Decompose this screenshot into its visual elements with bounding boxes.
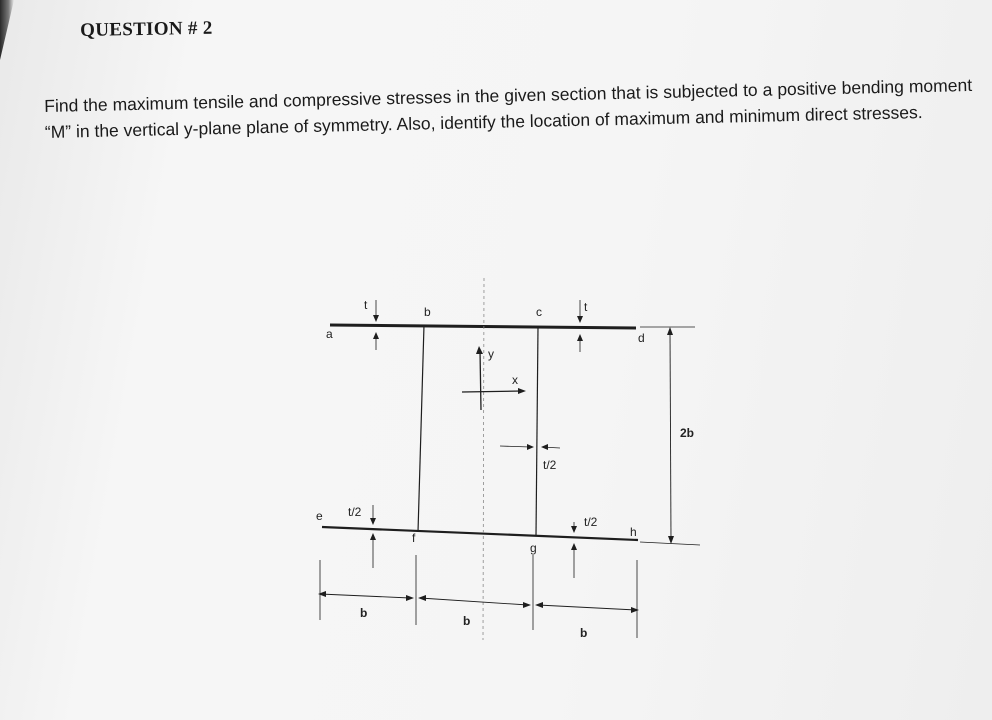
label-d: d bbox=[638, 331, 645, 345]
ext-line-bottom bbox=[640, 542, 700, 545]
t2-right-arrow-up bbox=[571, 543, 577, 550]
label-c: c bbox=[536, 305, 542, 319]
label-h: h bbox=[630, 525, 637, 539]
dim-2b-arrow-down bbox=[668, 536, 674, 544]
x-axis-line bbox=[462, 391, 522, 392]
t-left-arrow-down bbox=[373, 315, 379, 322]
label-b: b bbox=[424, 305, 431, 319]
t-right-arrow-up bbox=[577, 334, 583, 341]
dim-b-left-arrow-start bbox=[318, 591, 326, 597]
dim-2b-line bbox=[670, 330, 671, 540]
web-right-line bbox=[536, 327, 538, 536]
dim-b-mid-line bbox=[420, 598, 528, 605]
label-x-axis: x bbox=[512, 373, 518, 387]
label-dim-b-mid: b bbox=[463, 614, 471, 628]
dim-b-mid-arrow-start bbox=[418, 595, 426, 601]
label-f: f bbox=[412, 531, 416, 545]
y-axis-line bbox=[480, 350, 481, 410]
web-t2-arrow-left bbox=[541, 444, 548, 450]
label-dim-b-right: b bbox=[580, 626, 588, 640]
dim-b-left-line bbox=[320, 594, 410, 598]
dim-b-left-arrow-end bbox=[406, 595, 414, 601]
label-t-left: t bbox=[364, 298, 368, 312]
label-t2-left: t/2 bbox=[348, 505, 362, 519]
label-t2-right: t/2 bbox=[584, 515, 598, 529]
label-y-axis: y bbox=[488, 347, 494, 361]
x-axis-arrow bbox=[518, 388, 526, 394]
label-2b: 2b bbox=[680, 426, 695, 440]
dim-2b-arrow-up bbox=[667, 327, 673, 335]
dim-b-right-arrow-start bbox=[535, 602, 543, 608]
dim-b-mid-arrow-end bbox=[523, 602, 531, 608]
t2-left-arrow-down bbox=[370, 518, 376, 525]
web-t2-arrow-right bbox=[527, 444, 534, 450]
top-flange-line bbox=[330, 325, 636, 328]
t-right-arrow-down bbox=[577, 316, 583, 323]
label-g: g bbox=[530, 541, 537, 555]
question-heading: QUESTION # 2 bbox=[80, 17, 213, 41]
question-text: Find the maximum tensile and compressive stresses in the given section that is subjected to a positive bending moment “M” in the vertical y-plane plane of symmetry. Also, identify the location of maximum and minimum direct stresses. bbox=[44, 74, 973, 142]
label-t-right: t bbox=[584, 300, 588, 314]
t2-right-arrow-down bbox=[571, 526, 577, 533]
dim-b-right-arrow-end bbox=[631, 607, 639, 613]
web-left-line bbox=[418, 325, 424, 532]
y-axis-arrow bbox=[476, 346, 483, 354]
t-left-arrow-up bbox=[373, 332, 379, 339]
label-t2-web: t/2 bbox=[543, 458, 557, 472]
t2-left-arrow-up bbox=[370, 533, 376, 540]
label-e: e bbox=[316, 509, 323, 523]
label-a: a bbox=[326, 327, 333, 341]
centerline bbox=[483, 278, 484, 640]
dim-b-right-line bbox=[538, 605, 636, 610]
label-dim-b-left: b bbox=[360, 606, 368, 620]
web-t2-line-left bbox=[500, 446, 530, 447]
